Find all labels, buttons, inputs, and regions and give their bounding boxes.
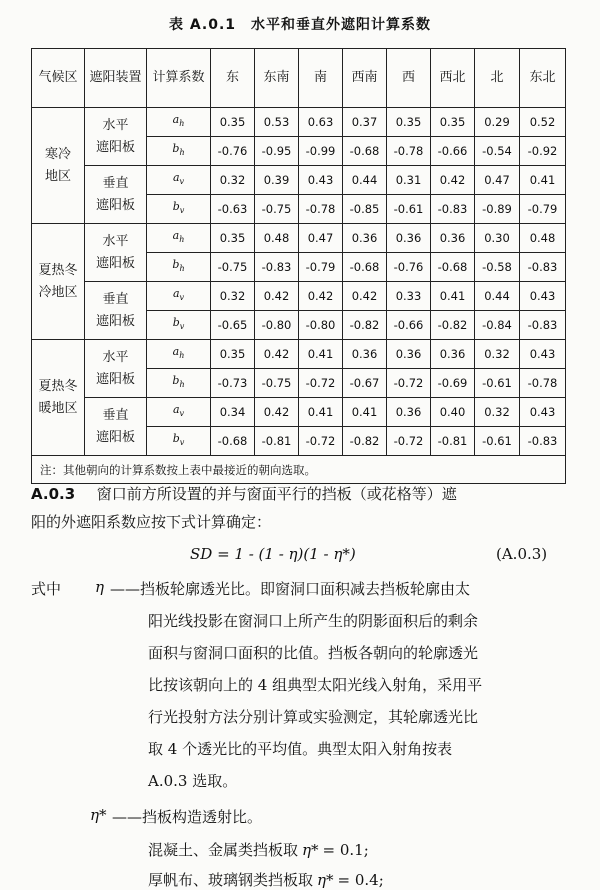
coefficient-value: 0.42 <box>343 282 387 311</box>
coefficient-value: -0.65 <box>211 311 255 340</box>
table-row <box>32 282 566 311</box>
coefficient-value: 0.36 <box>387 340 431 369</box>
coefficient-value: -0.89 <box>475 195 520 224</box>
coefficient-value: 0.35 <box>387 108 431 137</box>
coefficient-value: -0.66 <box>431 137 475 166</box>
column-header: 西 <box>387 49 431 108</box>
eta-star-symbol: η* <box>90 806 107 824</box>
coefficient-value: 0.52 <box>520 108 566 137</box>
coefficient-value: -0.99 <box>299 137 343 166</box>
item-symbol: η* <box>302 841 319 859</box>
table-row <box>32 166 566 195</box>
coefficient-value: -0.68 <box>343 137 387 166</box>
shading-device-cell: 水平 遮阳板 <box>85 224 147 282</box>
item-text: 厚帆布、玻璃钢类挡板取 <box>148 871 314 889</box>
item-value: = 0.4; <box>337 871 384 889</box>
item-value: = 0.1; <box>322 841 369 859</box>
shading-device-cell: 水平 遮阳板 <box>85 108 147 166</box>
coefficient-value: -0.72 <box>387 369 431 398</box>
value-list-item <box>148 839 369 860</box>
coefficient-value: 0.37 <box>343 108 387 137</box>
coefficient-value: 0.42 <box>299 282 343 311</box>
coefficient-value: 0.47 <box>299 224 343 253</box>
paragraph-line: 窗口前方所设置的并与窗面平行的挡板（或花格等）遮 <box>96 485 457 503</box>
coefficient-value: -0.80 <box>299 311 343 340</box>
table-caption: 表 A.0.1 水平和垂直外遮阳计算系数 <box>168 17 432 33</box>
coefficient-value: -0.79 <box>299 253 343 282</box>
coefficient-table <box>31 48 566 484</box>
coefficient-symbol: $a_v$ <box>147 282 211 311</box>
eta-definition-line: 阳光线投影在窗洞口上所产生的阴影面积后的剩余 <box>148 612 479 630</box>
column-header: 西南 <box>343 49 387 108</box>
eta-definition-line: A.0.3 选取。 <box>148 772 238 790</box>
coefficient-value: -0.61 <box>475 427 520 456</box>
eta-definition-line: 取 4 个透光比的平均值。典型太阳入射角按表 <box>148 740 453 758</box>
formula: SD = 1 - (1 - η)(1 - η*) <box>190 545 356 563</box>
coefficient-value: 0.43 <box>520 340 566 369</box>
coefficient-value: -0.73 <box>211 369 255 398</box>
table-row <box>32 224 566 253</box>
coefficient-value: -0.83 <box>520 311 566 340</box>
eta-definition-line: 面积与窗洞口面积的比值。挡板各朝向的轮廓透光 <box>148 644 479 662</box>
coefficient-value: -0.84 <box>475 311 520 340</box>
coefficient-value: 0.32 <box>211 282 255 311</box>
coefficient-value: 0.35 <box>211 224 255 253</box>
coefficient-value: -0.82 <box>343 311 387 340</box>
coefficient-value: -0.81 <box>255 427 299 456</box>
coefficient-value: -0.67 <box>343 369 387 398</box>
eta-definition-line: ——挡板轮廓透光比。即窗洞口面积减去挡板轮廓由太 <box>110 580 471 598</box>
coefficient-value: -0.54 <box>475 137 520 166</box>
coefficient-value: 0.41 <box>520 166 566 195</box>
coefficient-value: 0.35 <box>211 340 255 369</box>
coefficient-value: -0.58 <box>475 253 520 282</box>
eta-definition-line: 比按该朝向上的 4 组典型太阳光线入射角，采用平 <box>148 676 483 694</box>
coefficient-value: 0.63 <box>299 108 343 137</box>
climate-zone-cell: 寒冷 地区 <box>32 108 85 224</box>
coefficient-value: 0.41 <box>299 340 343 369</box>
coefficient-value: -0.78 <box>520 369 566 398</box>
coefficient-value: 0.44 <box>475 282 520 311</box>
coefficient-value: 0.36 <box>431 340 475 369</box>
coefficient-value: 0.36 <box>431 224 475 253</box>
coefficient-value: -0.68 <box>343 253 387 282</box>
coefficient-value: 0.36 <box>343 224 387 253</box>
coefficient-value: -0.72 <box>299 369 343 398</box>
coefficient-value: -0.92 <box>520 137 566 166</box>
section-number: A.0.3 <box>31 485 76 503</box>
coefficient-value: 0.43 <box>520 398 566 427</box>
column-header: 东北 <box>520 49 566 108</box>
coefficient-value: 0.41 <box>343 398 387 427</box>
column-header: 北 <box>475 49 520 108</box>
paragraph-line: 阳的外遮阳系数应按下式计算确定： <box>31 513 272 531</box>
coefficient-value: -0.69 <box>431 369 475 398</box>
coefficient-value: 0.48 <box>255 224 299 253</box>
coefficient-value: -0.83 <box>255 253 299 282</box>
coefficient-symbol: $b_v$ <box>147 195 211 224</box>
coefficient-value: 0.40 <box>431 398 475 427</box>
coefficient-symbol: $b_v$ <box>147 427 211 456</box>
column-header: 气候区 <box>32 49 85 108</box>
column-header: 遮阳装置 <box>85 49 147 108</box>
coefficient-symbol: $a_v$ <box>147 398 211 427</box>
item-text: 混凝土、金属类挡板取 <box>148 841 299 859</box>
coefficient-symbol: $b_v$ <box>147 311 211 340</box>
column-header: 西北 <box>431 49 475 108</box>
column-header: 东南 <box>255 49 299 108</box>
coefficient-value: -0.76 <box>387 253 431 282</box>
coefficient-symbol: $b_h$ <box>147 137 211 166</box>
coefficient-value: -0.82 <box>431 311 475 340</box>
coefficient-value: 0.42 <box>255 340 299 369</box>
coefficient-value: 0.33 <box>387 282 431 311</box>
coefficient-symbol: $b_h$ <box>147 253 211 282</box>
coefficient-value: 0.34 <box>211 398 255 427</box>
coefficient-symbol: $a_h$ <box>147 108 211 137</box>
coefficient-value: 0.31 <box>387 166 431 195</box>
coefficient-symbol: $a_v$ <box>147 166 211 195</box>
value-list-item <box>148 869 384 890</box>
coefficient-value: -0.83 <box>520 427 566 456</box>
coefficient-value: 0.53 <box>255 108 299 137</box>
coefficient-value: 0.30 <box>475 224 520 253</box>
coefficient-value: 0.43 <box>299 166 343 195</box>
coefficient-value: -0.82 <box>343 427 387 456</box>
table-row <box>32 108 566 137</box>
coefficient-value: -0.61 <box>475 369 520 398</box>
coefficient-value: -0.78 <box>387 137 431 166</box>
coefficient-value: 0.43 <box>520 282 566 311</box>
coefficient-value: -0.83 <box>431 195 475 224</box>
coefficient-value: 0.36 <box>343 340 387 369</box>
coefficient-value: 0.41 <box>299 398 343 427</box>
coefficient-value: -0.66 <box>387 311 431 340</box>
coefficient-value: 0.42 <box>431 166 475 195</box>
coefficient-value: -0.68 <box>431 253 475 282</box>
table-row <box>32 340 566 369</box>
coefficient-value: -0.63 <box>211 195 255 224</box>
coefficient-value: -0.79 <box>520 195 566 224</box>
coefficient-value: -0.95 <box>255 137 299 166</box>
where-label: 式中 <box>31 580 62 598</box>
coefficient-value: 0.39 <box>255 166 299 195</box>
coefficient-value: 0.47 <box>475 166 520 195</box>
coefficient-value: 0.48 <box>520 224 566 253</box>
climate-zone-cell: 夏热冬 暖地区 <box>32 340 85 456</box>
coefficient-value: 0.32 <box>211 166 255 195</box>
shading-device-cell: 垂直 遮阳板 <box>85 282 147 340</box>
coefficient-value: 0.35 <box>211 108 255 137</box>
column-header: 计算系数 <box>147 49 211 108</box>
coefficient-value: -0.75 <box>211 253 255 282</box>
coefficient-value: 0.29 <box>475 108 520 137</box>
coefficient-value: -0.81 <box>431 427 475 456</box>
coefficient-value: -0.85 <box>343 195 387 224</box>
coefficient-value: -0.83 <box>520 253 566 282</box>
shading-device-cell: 垂直 遮阳板 <box>85 398 147 456</box>
coefficient-value: 0.36 <box>387 224 431 253</box>
coefficient-value: -0.72 <box>387 427 431 456</box>
coefficient-value: 0.44 <box>343 166 387 195</box>
coefficient-value: 0.41 <box>431 282 475 311</box>
climate-zone-cell: 夏热冬 冷地区 <box>32 224 85 340</box>
coefficient-value: 0.32 <box>475 340 520 369</box>
shading-device-cell: 水平 遮阳板 <box>85 340 147 398</box>
coefficient-value: 0.35 <box>431 108 475 137</box>
formula-number: (A.0.3) <box>496 545 548 563</box>
coefficient-value: -0.80 <box>255 311 299 340</box>
coefficient-symbol: $b_h$ <box>147 369 211 398</box>
table-body <box>32 108 566 484</box>
eta-symbol: η <box>95 578 104 596</box>
coefficient-value: -0.78 <box>299 195 343 224</box>
column-header: 东 <box>211 49 255 108</box>
item-symbol: η* <box>317 871 334 889</box>
coefficient-symbol: $a_h$ <box>147 340 211 369</box>
table-header-row <box>32 49 566 108</box>
coefficient-value: -0.76 <box>211 137 255 166</box>
coefficient-value: 0.32 <box>475 398 520 427</box>
coefficient-value: 0.42 <box>255 282 299 311</box>
coefficient-value: -0.72 <box>299 427 343 456</box>
eta-definition-line: 行光投射方法分别计算或实验测定，其轮廓透光比 <box>148 708 479 726</box>
eta-star-definition: ——挡板构造透射比。 <box>112 808 263 826</box>
coefficient-value: -0.75 <box>255 369 299 398</box>
table-row <box>32 398 566 427</box>
coefficient-value: -0.75 <box>255 195 299 224</box>
table-note: 注：其他朝向的计算系数按上表中最接近的朝向选取。 <box>32 456 566 484</box>
table-note-row <box>32 456 566 484</box>
coefficient-value: -0.61 <box>387 195 431 224</box>
coefficient-value: 0.42 <box>255 398 299 427</box>
coefficient-symbol: $a_h$ <box>147 224 211 253</box>
coefficient-value: 0.36 <box>387 398 431 427</box>
coefficient-value: -0.68 <box>211 427 255 456</box>
column-header: 南 <box>299 49 343 108</box>
shading-device-cell: 垂直 遮阳板 <box>85 166 147 224</box>
